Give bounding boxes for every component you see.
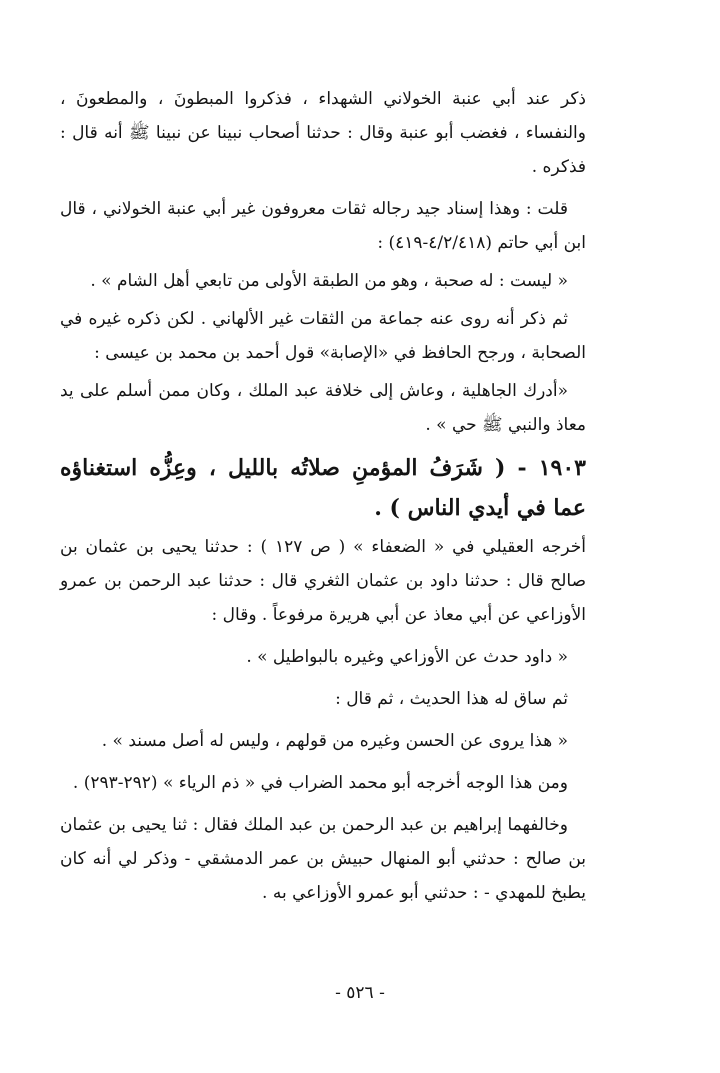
paragraph-isnad-note: قلت : وهذا إسناد جيد رجاله ثقات معروفون غير أبي عنبة الخولاني ، قال ابن أبي حاتم (٤/٢/٤١٨-٤١٩) : xyxy=(60,199,586,253)
paragraph-hadith-text: ذكر عند أبي عنبة الخولاني الشهداء ، فذكروا المبطونَ ، والمطعونَ ، والنفساء ، فغضب أبو عنبة وقال : حدثنا أصحاب نبينا عن نبينا ﷺ أنه قال : فذكره . xyxy=(60,89,586,177)
quote-hasan: « هذا يروى عن الحسن وغيره من قولهم ، وليس له أصل مسند » . xyxy=(101,731,568,751)
quote-ahmad-ibn-isa: «أدرك الجاهلية ، وعاش إلى خلافة عبد الملك ، وكان ممن أسلم على يد معاذ والنبي ﷺ حي » . xyxy=(60,381,586,435)
paragraph-then-said: ثم ساق له هذا الحديث ، ثم قال : xyxy=(335,689,568,709)
paragraph-ibrahim-chain: وخالفهما إبراهيم بن عبد الرحمن بن عبد الملك فقال : ثنا يحيى بن عثمان بن صالح : حدثني أبو المنهال حبيش بن عمر الدمشقي - وذكر لي أنه كان يطبخ للمهدي - : حدثني أبو عمرو الأوزاعي به . xyxy=(60,815,586,903)
paragraph-uqayli-takhrij: أخرجه العقيلي في « الضعفاء » ( ص ١٢٧ ) : حدثنا يحيى بن عثمان بن صالح قال : حدثنا داود بن عثمان الثغري قال : حدثنا عبد الرحمن بن عمرو الأوزاعي عن أبي معاذ عن أبي هريرة مرفوعاً . وقال : xyxy=(60,537,587,625)
page-number: - ٥٢٦ - xyxy=(335,983,385,1003)
paragraph-darrab: ومن هذا الوجه أخرجه أبو محمد الضراب في « ذم الرياء » (٢٩٢-٢٩٣) . xyxy=(72,773,568,793)
quote-ibn-abi-hatim: « ليست : له صحبة ، وهو من الطبقة الأولى من تابعي أهل الشام » . xyxy=(90,271,568,291)
page-body xyxy=(60,82,586,910)
quote-dawud: « داود حدث عن الأوزاعي وغيره بالبواطيل » . xyxy=(246,647,568,667)
paragraph-sahaba-note: ثم ذكر أنه روى عنه جماعة من الثقات غير الألهاني . لكن ذكره غيره في الصحابة ، ورجح الحافظ في «الإصابة» قول أحمد بن محمد بن عيسى : xyxy=(60,309,586,363)
hadith-heading-1903: ١٩٠٣ - ( شَرَفُ المؤمنِ صلاتُه بالليل ، وعِزُّه استغناؤه عما في أيدي الناس ) . xyxy=(60,455,586,521)
